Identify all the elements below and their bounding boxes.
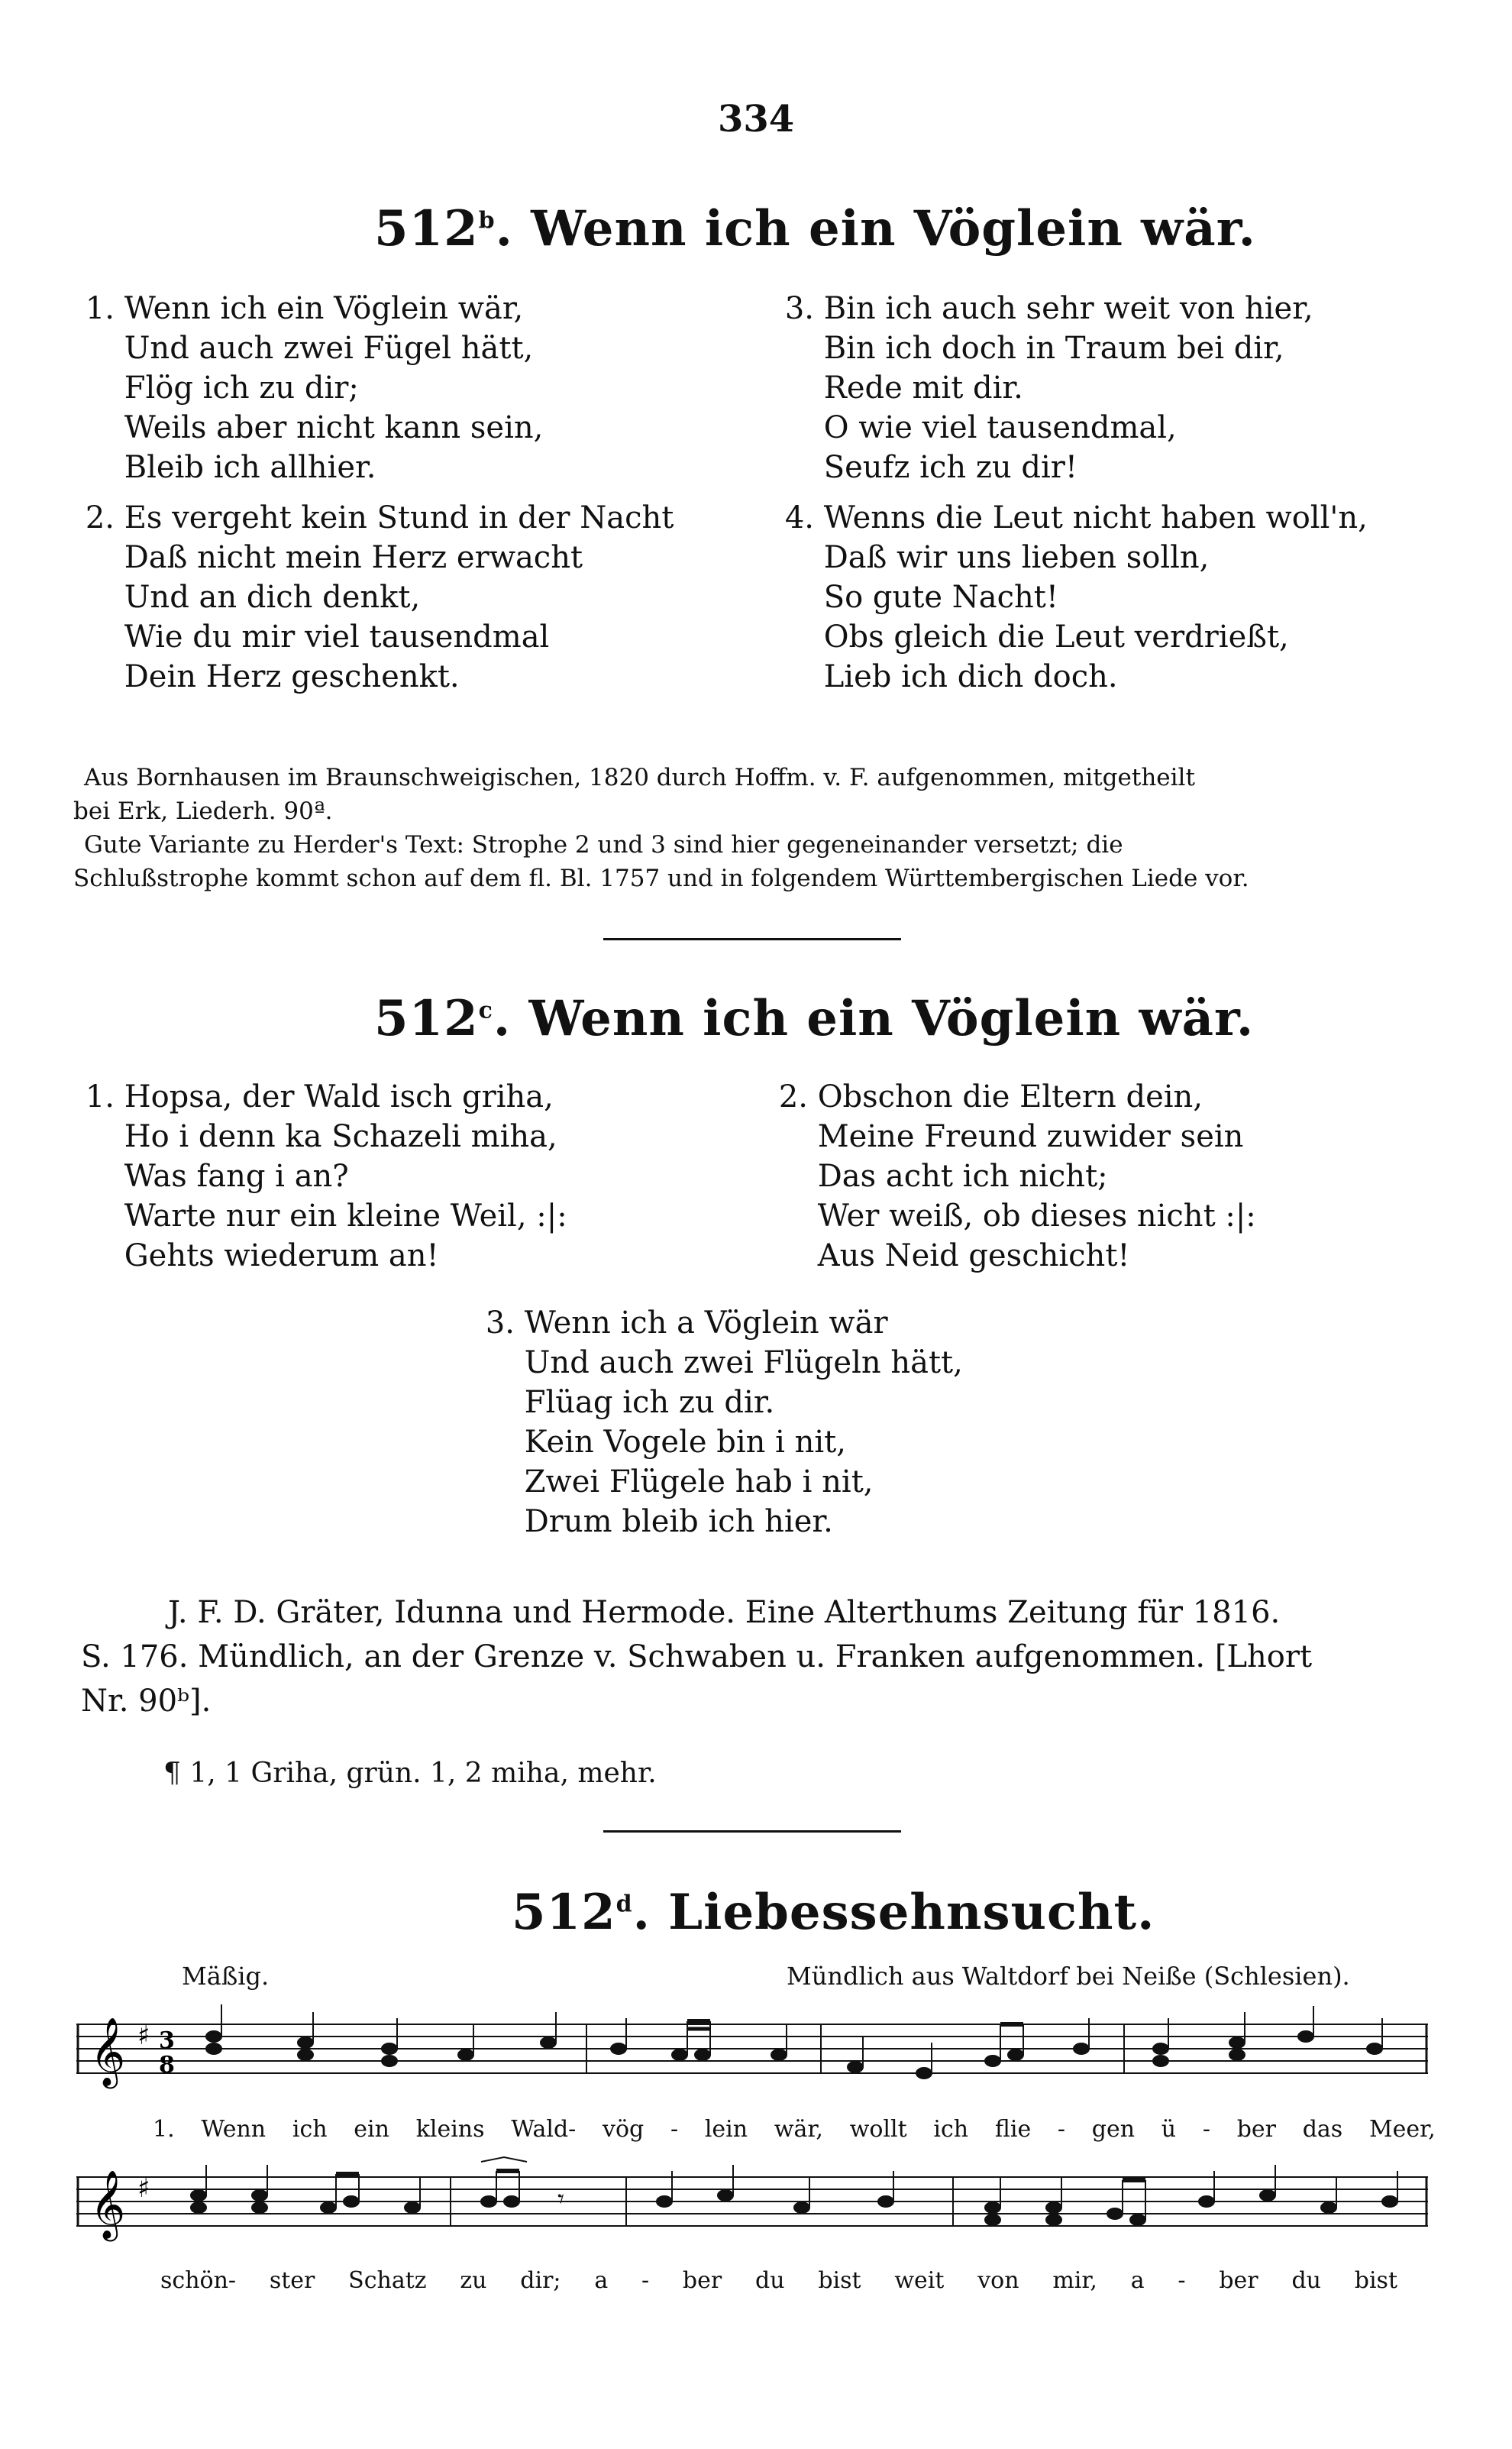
verse-text: Kein Vogele bin i nit, — [524, 1425, 846, 1460]
lyric-syllable: - — [1057, 2116, 1066, 2143]
verse-line — [773, 498, 1368, 538]
origin-note: Mündlich aus Waltdorf bei Neiße (Schlesien). — [787, 1962, 1350, 1991]
verse-line — [73, 328, 674, 368]
verse-text: Wenns die Leut nicht haben woll'n, — [823, 500, 1368, 535]
note-line: Schlußstrophe kommt schon auf dem fl. Bl. 1757 und in folgendem Württembergischen Liede vor. — [73, 865, 1249, 892]
verse-text: Aus Neid geschicht! — [817, 1238, 1130, 1273]
verse-text: So gute Nacht! — [823, 580, 1058, 615]
page-number: 334 — [718, 98, 795, 141]
verse-line — [73, 1117, 567, 1157]
notes-staff-2 — [191, 2157, 1397, 2225]
verse-line — [73, 1196, 567, 1236]
lyric-syllable: weit — [894, 2267, 945, 2294]
verse-line — [773, 538, 1368, 577]
music-staff-2 — [76, 2154, 1436, 2261]
verse-block — [773, 289, 1368, 487]
lyric-syllable: a — [594, 2267, 609, 2294]
lyric-syllable: Meer, — [1368, 2116, 1436, 2143]
lyric-syllable: gen — [1091, 2116, 1136, 2143]
title-superscript: b — [478, 207, 496, 235]
verse-text: Seufz ich zu dir! — [823, 450, 1077, 485]
lyric-syllable: vög — [603, 2116, 645, 2143]
verse-line — [767, 1117, 1256, 1157]
verse-line — [73, 368, 674, 408]
lyric-syllable: Wenn — [201, 2116, 267, 2143]
lyric-syllable: mir, — [1052, 2267, 1097, 2294]
verse-line — [473, 1422, 963, 1462]
title-number: 512 — [374, 200, 479, 257]
title-text: Wenn ich ein Vöglein wär. — [531, 200, 1256, 257]
verse-line — [773, 408, 1368, 448]
lyric-syllable: das — [1302, 2116, 1343, 2143]
verse-number: 1. — [85, 291, 115, 326]
lyric-syllable: wär, — [774, 2116, 823, 2143]
note-line: bei Erk, Liederh. 90ª. — [73, 797, 333, 825]
title-number: 512 — [374, 990, 479, 1047]
title-number: 512 — [512, 1884, 616, 1941]
verse-line — [773, 368, 1368, 408]
lyric-syllable: du — [1291, 2267, 1321, 2294]
verse-number: 3. — [485, 1305, 515, 1341]
s512b-column-right — [773, 289, 1368, 697]
verse-text: Daß wir uns lieben solln, — [823, 540, 1210, 575]
lyric-syllable: - — [1178, 2267, 1186, 2294]
lyric-syllable: Wald- — [511, 2116, 577, 2143]
title-superscript: c — [478, 997, 493, 1024]
s512c-verse-3 — [473, 1303, 963, 1542]
verse-block — [73, 289, 674, 487]
sharp-icon: ♯ — [137, 2173, 150, 2204]
verse-line — [773, 448, 1368, 487]
verse-text: Wenn ich ein Vöglein wär, — [124, 291, 524, 326]
lyric-syllable: - — [670, 2116, 679, 2143]
lyric-syllable: bist — [1354, 2267, 1397, 2294]
treble-clef-icon: 𝄞 — [90, 2017, 126, 2086]
verse-line — [773, 617, 1368, 657]
verse-text: Flüag ich zu dir. — [524, 1385, 775, 1420]
lyric-syllable: ein — [354, 2116, 389, 2143]
verse-line — [767, 1236, 1256, 1276]
verse-text: Warte nur ein kleine Weil, :|: — [124, 1199, 567, 1234]
source-line: S. 176. Mündlich, an der Grenze v. Schwaben u. Franken aufgenommen. [Lhort — [81, 1639, 1313, 1674]
verse-line — [73, 577, 674, 617]
verse-line — [773, 289, 1368, 328]
s512c-source — [81, 1590, 1313, 1723]
verse-text: Und an dich denkt, — [124, 580, 421, 615]
time-signature-numerator: 3 — [159, 2027, 175, 2054]
verse-line — [773, 328, 1368, 368]
verse-number: 3. — [784, 291, 814, 326]
divider-rule — [603, 938, 901, 940]
verse-text: Dein Herz geschenkt. — [124, 659, 460, 694]
verse-text: Wenn ich a Vöglein wär — [524, 1305, 888, 1341]
verse-line — [73, 657, 674, 697]
lyric-syllable: ber — [1219, 2267, 1258, 2294]
verse-line — [73, 448, 674, 487]
verse-block — [773, 498, 1368, 697]
note-line: Aus Bornhausen im Braunschweigischen, 1820 durch Hoffm. v. F. aufgenommen, mitgetheilt — [84, 764, 1195, 791]
verse-text: Es vergeht kein Stund in der Nacht — [124, 500, 674, 535]
source-line: Nr. 90ᵇ]. — [81, 1684, 212, 1719]
verse-line — [473, 1303, 963, 1343]
verse-line — [767, 1077, 1256, 1117]
lyric-syllable: - — [1202, 2116, 1210, 2143]
lyric-syllable: schön- — [160, 2267, 237, 2294]
verse-line — [773, 577, 1368, 617]
lyrics-line-2 — [160, 2267, 1397, 2294]
lyric-syllable: 1. — [153, 2116, 175, 2143]
tempo-marking: Mäßig. — [182, 1962, 270, 1991]
verse-text: Hopsa, der Wald isch griha, — [124, 1079, 554, 1115]
note-line: Gute Variante zu Herder's Text: Strophe 2 und 3 sind hier gegeneinander versetzt; die — [84, 831, 1123, 859]
verse-line — [73, 498, 674, 538]
verse-text: Zwei Flügele hab i nit, — [524, 1464, 874, 1499]
lyric-syllable: ü — [1161, 2116, 1177, 2143]
verse-line — [73, 538, 674, 577]
verse-line — [767, 1196, 1256, 1236]
lyric-syllable: kleins — [415, 2116, 485, 2143]
title-text: Liebessehnsucht. — [668, 1884, 1155, 1941]
verse-text: Drum bleib ich hier. — [524, 1504, 833, 1539]
lyric-syllable: wollt — [849, 2116, 907, 2143]
lyric-syllable: du — [755, 2267, 785, 2294]
lyric-syllable: dir; — [520, 2267, 561, 2294]
verse-line — [773, 657, 1368, 697]
treble-clef-icon: 𝄞 — [90, 2170, 126, 2239]
lyric-syllable: ber — [1236, 2116, 1276, 2143]
divider-rule — [603, 1830, 901, 1833]
verse-text: Obs gleich die Leut verdrießt, — [823, 620, 1289, 655]
verse-number: 2. — [778, 1079, 808, 1115]
verse-text: Bin ich auch sehr weit von hier, — [823, 291, 1313, 326]
s512c-verse-1 — [73, 1077, 567, 1276]
verse-text: Und auch zwei Fügel hätt, — [124, 331, 534, 366]
verse-text: Weils aber nicht kann sein, — [124, 410, 544, 445]
lyric-syllable: von — [977, 2267, 1019, 2294]
verse-text: Bin ich doch in Traum bei dir, — [823, 331, 1284, 366]
section-512b-title: 512$^b$. Wenn ich ein Vöglein wär. — [374, 200, 1256, 257]
verse-line — [73, 1157, 567, 1196]
lyric-syllable: ich — [933, 2116, 969, 2143]
verse-text: Flög ich zu dir; — [124, 370, 359, 406]
verse-line — [73, 1236, 567, 1276]
verse-text: Lieb ich dich doch. — [823, 659, 1118, 694]
verse-line — [473, 1462, 963, 1502]
verse-text: Obschon die Eltern dein, — [817, 1079, 1203, 1115]
verse-text: Bleib ich allhier. — [124, 450, 376, 485]
verse-number: 2. — [85, 500, 115, 535]
s512b-note — [73, 761, 1249, 895]
notes-staff-1 — [206, 2004, 1382, 2079]
lyric-syllable: bist — [818, 2267, 861, 2294]
lyric-syllable: - — [641, 2267, 650, 2294]
verse-text: Das acht ich nicht; — [817, 1159, 1108, 1194]
title-text: Wenn ich ein Vöglein wär. — [528, 990, 1255, 1047]
verse-text: O wie viel tausendmal, — [823, 410, 1177, 445]
music-staff-1 — [76, 2001, 1436, 2108]
verse-text: Ho i denn ka Schazeli miha, — [124, 1119, 557, 1154]
verse-number: 1. — [85, 1079, 115, 1115]
verse-text: Wer weiß, ob dieses nicht :|: — [817, 1199, 1256, 1234]
lyric-syllable: lein — [704, 2116, 748, 2143]
lyrics-line-1 — [153, 2116, 1436, 2143]
time-signature-denominator: 8 — [159, 2052, 175, 2079]
section-512c-title: 512$^c$. Wenn ich ein Vöglein wär. — [374, 990, 1255, 1047]
source-line: J. F. D. Gräter, Idunna und Hermode. Eine Alterthums Zeitung für 1816. — [168, 1595, 1281, 1630]
verse-number: 4. — [784, 500, 814, 535]
verse-line — [73, 408, 674, 448]
verse-line — [73, 617, 674, 657]
verse-text: Rede mit dir. — [823, 370, 1023, 406]
title-superscript: d — [615, 1891, 633, 1918]
verse-text: Gehts wiederum an! — [124, 1238, 439, 1273]
s512c-verse-2 — [767, 1077, 1256, 1276]
verse-text: Meine Freund zuwider sein — [817, 1119, 1244, 1154]
verse-text: Was fang i an? — [124, 1159, 349, 1194]
verse-line — [473, 1383, 963, 1422]
lyric-syllable: ster — [269, 2267, 315, 2294]
section-512d-title: 512$^d$. Liebessehnsucht. — [512, 1884, 1155, 1941]
lyric-syllable: zu — [460, 2267, 487, 2294]
verse-line — [473, 1343, 963, 1383]
verse-text: Daß nicht mein Herz erwacht — [124, 540, 583, 575]
verse-line — [473, 1502, 963, 1542]
lyric-syllable: ber — [682, 2267, 722, 2294]
verse-text: Wie du mir viel tausendmal — [124, 620, 550, 655]
verse-line — [767, 1157, 1256, 1196]
s512c-footnote: ¶ 1, 1 Griha, grün. 1, 2 miha, mehr. — [163, 1758, 657, 1789]
verse-line — [73, 289, 674, 328]
s512b-column-left — [73, 289, 674, 697]
lyric-syllable: a — [1130, 2267, 1145, 2294]
verse-line — [73, 1077, 567, 1117]
verse-block — [73, 498, 674, 697]
sharp-icon: ♯ — [137, 2020, 150, 2051]
lyric-syllable: Schatz — [348, 2267, 427, 2294]
svg-text:𝄾: 𝄾 — [557, 2184, 565, 2214]
verse-text: Und auch zwei Flügeln hätt, — [524, 1345, 963, 1380]
lyric-syllable: ich — [292, 2116, 328, 2143]
lyric-syllable: flie — [994, 2116, 1032, 2143]
